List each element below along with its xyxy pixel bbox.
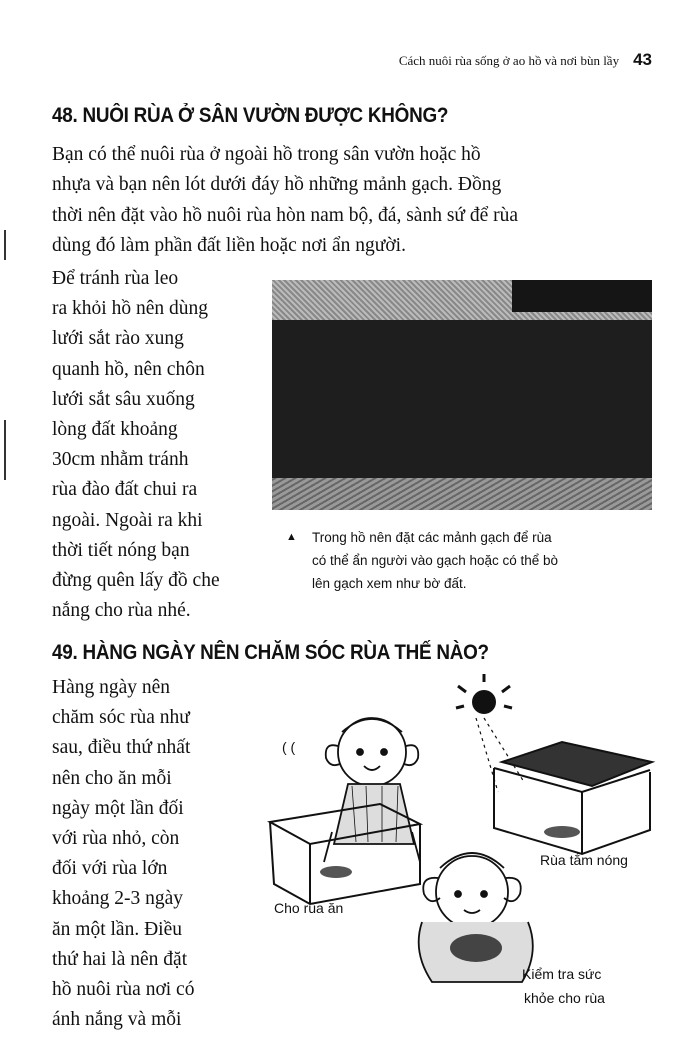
text-line: Để tránh rùa leo <box>52 268 179 289</box>
triangle-marker-icon: ▲ <box>286 531 297 543</box>
text-line: hồ nuôi rùa nơi có <box>52 979 195 1001</box>
text-line: ngoài. Ngoài ra khi <box>52 509 203 531</box>
text-line: với rùa nhỏ, còn <box>52 828 180 850</box>
text-line: đối với rùa lớn <box>52 858 168 880</box>
text-line: thời tiết nóng bạn <box>52 539 190 561</box>
text-line: ăn một lần. Điều <box>52 918 182 940</box>
text-line: rùa đào đất chui ra <box>52 479 198 501</box>
scan-edge-mark <box>4 230 6 260</box>
text-line: ngày một lần đối <box>52 797 184 819</box>
label-health-line-1: Kiểm tra sức <box>522 966 602 982</box>
label-health-line-2: khỏe cho rùa <box>524 990 605 1006</box>
caption-line: lên gạch xem như bờ đất. <box>312 576 467 591</box>
section-49-heading: 49. HÀNG NGÀY NÊN CHĂM SÓC RÙA THẾ NÀO? <box>52 641 489 664</box>
caption-line: có thể ẩn người vào gạch hoặc có thể bò <box>312 553 559 568</box>
turtle-care-illustration <box>262 672 662 1017</box>
text-line: chăm sóc rùa như <box>52 707 190 729</box>
text-line: lưới sắt sâu xuống <box>52 388 195 410</box>
running-header <box>399 50 652 70</box>
text-line: dùng đó làm phần đất liền hoặc nơi ẩn người. <box>52 234 406 256</box>
text-line: lòng đất khoảng <box>52 419 178 441</box>
text-line: lưới sắt rào xung <box>52 328 184 350</box>
text-line: sau, điều thứ nhất <box>52 737 191 759</box>
photo-water <box>272 320 652 478</box>
section-48-intro <box>52 140 656 261</box>
text-line: ra khỏi hồ nên dùng <box>52 298 208 320</box>
photo-brick-shadow <box>512 280 652 312</box>
text-line: Hàng ngày nên <box>52 677 171 698</box>
text-line: thời nên đặt vào hồ nuôi rùa hòn nam bộ, đá, sành sứ để rùa <box>52 204 519 226</box>
text-line: nên cho ăn mỗi <box>52 767 172 789</box>
label-feed: Cho rùa ăn <box>274 900 344 916</box>
text-line: 30cm nhằm tránh <box>52 449 189 471</box>
photo-bottom-band <box>272 478 652 510</box>
section-49-body <box>52 673 248 1035</box>
page-number: 43 <box>633 50 652 69</box>
text-line: quanh hồ, nên chôn <box>52 358 205 380</box>
photo-caption <box>288 526 658 595</box>
sun-tank-icon <box>494 742 652 854</box>
section-48-body <box>52 264 264 626</box>
text-line: đừng quên lấy đồ che <box>52 570 220 592</box>
caption-line: Trong hồ nên đặt các mảnh gạch để rùa <box>312 530 552 545</box>
running-title: Cách nuôi rùa sống ở ao hồ và nơi bùn lầy <box>398 53 620 68</box>
text-line: thứ hai là nên đặt <box>52 948 188 970</box>
girl-checking-figure <box>419 853 533 982</box>
svg-text:( (: ( ( <box>282 739 296 755</box>
scan-edge-mark <box>4 420 6 480</box>
text-line: khoảng 2-3 ngày <box>52 888 184 910</box>
turtle-pond-photo <box>272 280 652 510</box>
text-line: nắng cho rùa nhé. <box>52 600 191 622</box>
section-48-heading: 48. NUÔI RÙA Ở SÂN VƯỜN ĐƯỢC KHÔNG? <box>52 104 449 127</box>
text-line: Bạn có thể nuôi rùa ở ngoài hồ trong sân vườn hoặc hồ <box>52 144 481 165</box>
label-sunbathe: Rùa tắm nóng <box>540 852 628 868</box>
text-line: ánh nắng và mỗi <box>52 1009 182 1031</box>
text-line: nhựa và bạn nên lót dưới đáy hồ những mảnh gạch. Đồng <box>52 174 502 196</box>
